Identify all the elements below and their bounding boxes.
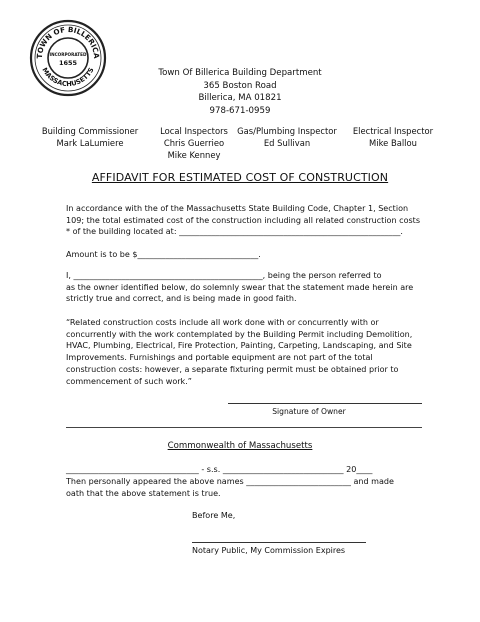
appeared-line: Then personally appeared the above names __________________________ and made (66, 477, 394, 486)
city-state-zip: Billerica, MA 01821 (198, 93, 282, 103)
appeared-line: oath that the above statement is true. (66, 488, 221, 498)
seal-year: 1655 (58, 59, 78, 67)
intro-line: * of the building located at: _______________________________________________________. (66, 227, 403, 237)
notary-signature-line[interactable] (192, 542, 366, 543)
staff-name: Mike Ballou (369, 138, 417, 148)
staff-name: Chris Guerrieo (163, 138, 225, 148)
owner-signature-label: Signature of Owner (272, 407, 346, 416)
oath-line: as the owner identified below, do solemnly swear that the statement made herein are (66, 282, 414, 292)
quote-line: Improvements. Furnishings and portable equipment are not part of the total (66, 353, 373, 363)
staff-local-inspectors (152, 125, 236, 161)
seal-bottom-text: MASSACHUSETTS (40, 66, 96, 89)
staff-title: Electrical Inspector (352, 126, 434, 136)
quote-line: concurrently with the work contemplated by the Building Permit including Demolition, (66, 329, 413, 339)
staff-name: Ed Sullivan (263, 138, 311, 148)
before-me-label: Before Me, (192, 511, 236, 520)
seal-top-text: TOWN OF BILLERICA (34, 24, 102, 59)
oath-paragraph (66, 270, 426, 305)
staff-title: Building Commissioner (41, 126, 139, 136)
oath-line: I, _______________________________________________, being the person referred to (66, 271, 382, 280)
staff-title: Local Inspectors (160, 126, 228, 136)
quote-line: “Related construction costs include all work done with or concurrently with or (66, 318, 379, 327)
intro-line: In accordance with the of the Massachusetts State Building Code, Chapter 1, Section (66, 204, 409, 213)
staff-name: Mark LaLumiere (56, 138, 124, 148)
quote-line: HVAC, Plumbing, Electrical, Fire Protection, Painting, Carpeting, Landscaping, and Site (66, 341, 412, 351)
section-divider (66, 427, 422, 428)
quote-line: construction costs: however, a separate fixturing permit must be obtained prior to (66, 364, 399, 374)
appeared-paragraph (66, 476, 426, 499)
department-name: Town Of Billerica Building Department (158, 68, 322, 78)
oath-line: strictly true and correct, and is being made in good faith. (66, 294, 297, 304)
ss-line: _________________________________ - s.s. ______________________________ 20____ (66, 465, 373, 474)
notary-label: Notary Public, My Commission Expires (192, 546, 346, 555)
staff-title: Gas/Plumbing Inspector (237, 126, 337, 136)
quote-line: commencement of such work.” (66, 376, 192, 386)
amount-line: Amount is to be $______________________________. (66, 250, 261, 259)
document-title: AFFIDAVIT FOR ESTIMATED COST OF CONSTRUCTION (91, 171, 389, 184)
related-costs-quote (66, 317, 426, 387)
intro-paragraph (66, 203, 426, 238)
intro-line: 109; the total estimated cost of the construction including all related construction costs (66, 215, 421, 225)
staff-electrical-inspector (340, 125, 446, 149)
phone-number: 978-671-0959 (209, 105, 271, 116)
street-address: 365 Boston Road (203, 80, 277, 91)
staff-name: Mike Kenney (167, 150, 221, 160)
staff-building-commissioner (28, 125, 152, 149)
staff-gas-plumbing-inspector (236, 125, 338, 149)
commonwealth-heading: Commonwealth of Massachusetts (167, 441, 313, 451)
owner-signature-line[interactable] (228, 403, 422, 404)
seal-incorporated: INCORPORATED (49, 52, 87, 57)
department-address (0, 67, 480, 117)
